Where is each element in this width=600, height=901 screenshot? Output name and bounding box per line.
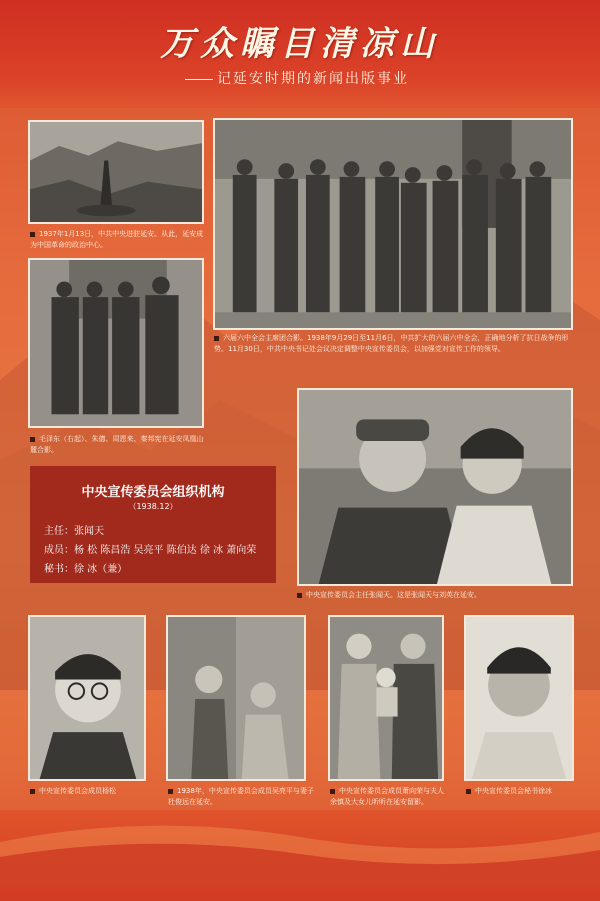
four-leaders-image (30, 260, 202, 426)
caption-xiao-xiangrong: 中央宣传委员会成员萧向荣与夫人余慎及大女儿昕昕在延安留影。 (330, 787, 444, 806)
couple-portrait-image (299, 390, 571, 584)
caption-four-leaders: 毛泽东（右起）、朱德、周恩来、秦邦宪在延安凤凰山麓合影。 (30, 435, 204, 454)
org-date: （1938.12） (128, 502, 178, 511)
caption-yang-song: 中央宣传委员会成员杨松 (30, 786, 160, 797)
org-structure-box (30, 466, 276, 583)
org-members: 成员：杨 松 陈昌浩 吴亮平 陈伯达 徐 冰 萧向荣 (44, 545, 257, 556)
xiao-xiangrong-family-photo (328, 615, 444, 781)
caption-pagoda: 1937年1月13日，中共中央进驻延安。从此，延安成为中国革命的政治中心。 (30, 230, 204, 249)
caption-bullet (30, 437, 35, 442)
caption-plenum: 六届六中全会主席团合影。1938年9月29日至11月6日，中共扩大的六届六中全会，正确地分析了抗日战争的形势。11月30日，中共中央书记处会议决定调整中央宣传委员会，以加强党对宣传工作的领导。 (214, 334, 569, 353)
page-subtitle: 记延安时期的新闻出版事业 (185, 68, 485, 88)
caption-bullet (297, 593, 302, 598)
xu-bing-photo (464, 615, 574, 781)
caption-bullet (330, 789, 335, 794)
pagoda-landscape-image (30, 122, 202, 222)
zhang-wentian-couple-photo (297, 388, 573, 586)
caption-zhang-wentian: 中央宣传委员会主任张闻天。这是张闻天与刘英在延安。 (297, 590, 573, 601)
four-leaders-photo (28, 258, 204, 428)
org-heading: 中央宣传委员会组织机构 (81, 485, 225, 500)
bottom-wave-decoration (0, 812, 600, 882)
yang-song-photo (28, 615, 146, 781)
wu-couple-image (168, 617, 304, 779)
caption-bullet (30, 232, 35, 237)
org-director: 主任：张闻天 (44, 526, 104, 537)
group-people-image (215, 120, 571, 328)
caption-bullet (168, 789, 173, 794)
xu-bing-portrait-image (466, 617, 572, 779)
org-secretary: 秘书：徐 冰（兼） (44, 564, 128, 575)
plenum-group-photo (213, 118, 573, 330)
caption-bullet (214, 336, 219, 341)
caption-bullet (30, 789, 35, 794)
yang-song-portrait-image (30, 617, 144, 779)
caption-xu-bing: 中央宣传委员会秘书徐冰 (466, 786, 584, 797)
page-title: 万众瞩目清凉山 (160, 24, 440, 64)
xiao-family-image (330, 617, 442, 779)
caption-bullet (466, 789, 471, 794)
caption-wu-liangping: 1938年，中央宣传委员会成员吴亮平与妻子杜俊远在延安。 (168, 787, 314, 806)
yanan-pagoda-photo (28, 120, 204, 224)
wu-liangping-couple-photo (166, 615, 306, 781)
